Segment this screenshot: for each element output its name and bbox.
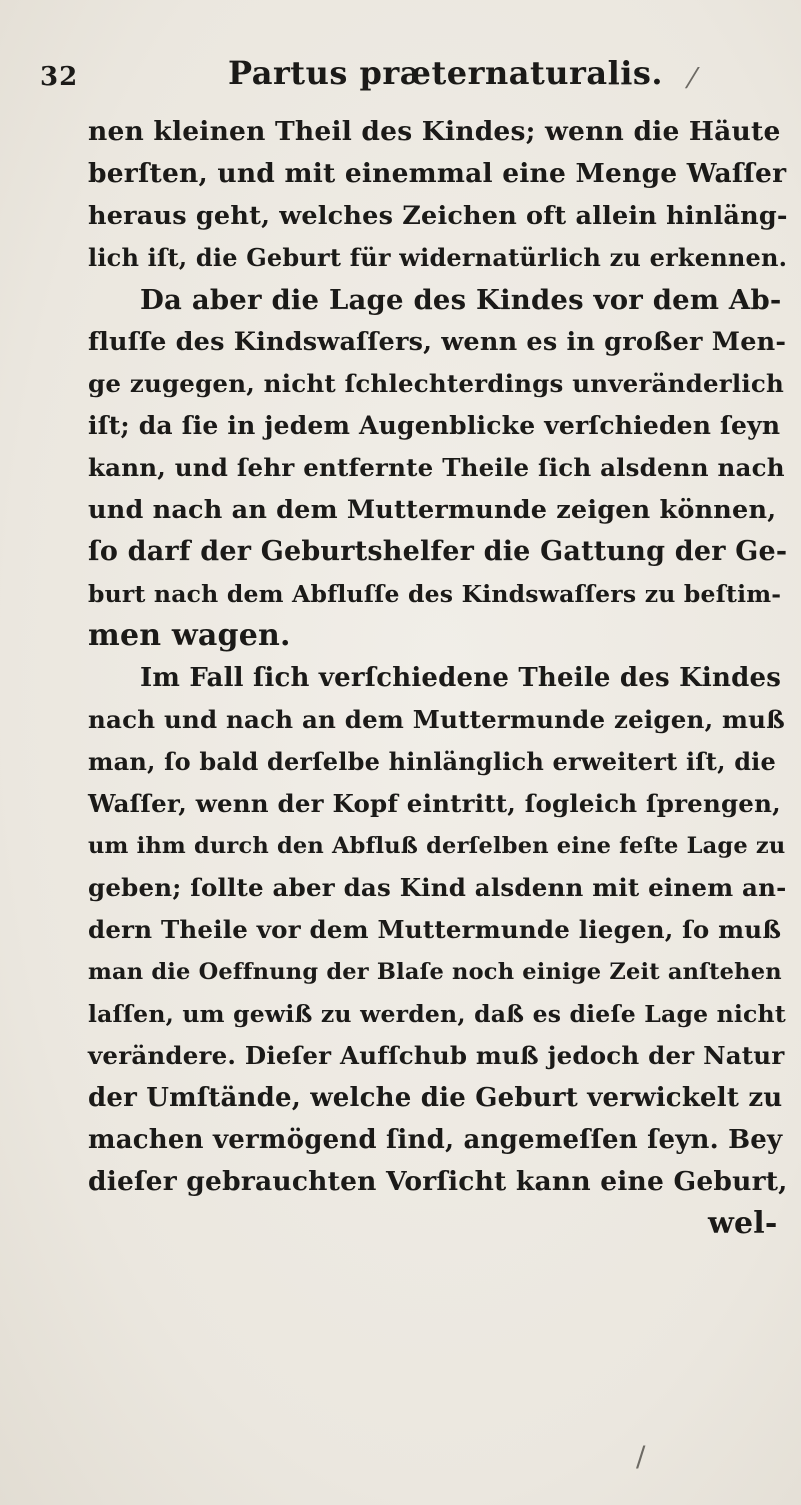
text-line: berſten, und mit einemmal eine Menge Waſſer (88, 158, 787, 189)
text-line: men wagen. (88, 618, 291, 653)
page-header (40, 50, 780, 100)
ink-mark: ⁄ (690, 62, 695, 95)
text-line: man, ſo bald derſelbe hinlänglich erweitert iſt, die (88, 747, 776, 776)
text-line: Im Fall ſich verſchiedene Theile des Kindes (140, 663, 782, 693)
text-line: fluſſe des Kindswaſſers, wenn es in großer Men- (88, 327, 787, 357)
text-line: lich iſt, die Geburt für widernatürlich zu erkennen. (88, 243, 788, 272)
page-number: 32 (40, 62, 79, 92)
text-line: ge zugegen, nicht ſchlechterdings unveränderlich (88, 369, 785, 398)
text-line: laſſen, um gewiß zu werden, daß es dieſe Lage nicht (88, 1000, 786, 1028)
text-line: iſt; da ſie in jedem Augenblicke verſchieden ſeyn (88, 411, 781, 440)
text-line: man die Oeffnung der Blaſe noch einige Zeit anſtehen (88, 959, 782, 985)
text-line: kann, und ſehr entfernte Theile ſich alsdenn nach (88, 453, 785, 482)
text-line: um ihm durch den Abfluß derſelben eine feſte Lage zu (88, 833, 786, 859)
text-line: nach und nach an dem Muttermunde zeigen, muß (88, 705, 785, 734)
text-line: dieſer gebrauchten Vorſicht kann eine Geburt, (88, 1166, 788, 1197)
text-line: Da aber die Lage des Kindes vor dem Ab- (140, 284, 782, 316)
text-line: machen vermögend ſind, angemeſſen ſeyn. Bey (88, 1125, 783, 1155)
text-line: dern Theile vor dem Muttermunde liegen, ſo muß (88, 915, 782, 944)
catchword: wel- (708, 1206, 778, 1241)
text-line: burt nach dem Abfluſſe des Kindswaſſers zu beſtim- (88, 580, 782, 608)
text-line: und nach an dem Muttermunde zeigen können, (88, 495, 777, 525)
text-line: ſo darf der Geburtshelfer die Gattung der Ge- (88, 536, 788, 567)
text-line: Waſſer, wenn der Kopf eintritt, ſogleich ſprengen, (88, 789, 781, 818)
text-line: heraus geht, welches Zeichen oft allein hinläng- (88, 201, 788, 231)
text-line: der Umſtände, welche die Geburt verwickelt zu (88, 1083, 783, 1113)
text-line: verändere. Dieſer Aufſchub muß jedoch der Natur (88, 1041, 785, 1070)
running-head: Partus præternaturalis. (228, 54, 664, 92)
ink-mark: / (636, 1440, 646, 1473)
text-line: nen kleinen Theil des Kindes; wenn die Häute (88, 116, 781, 147)
text-line: geben; ſollte aber das Kind alsdenn mit einem an- (88, 873, 787, 902)
